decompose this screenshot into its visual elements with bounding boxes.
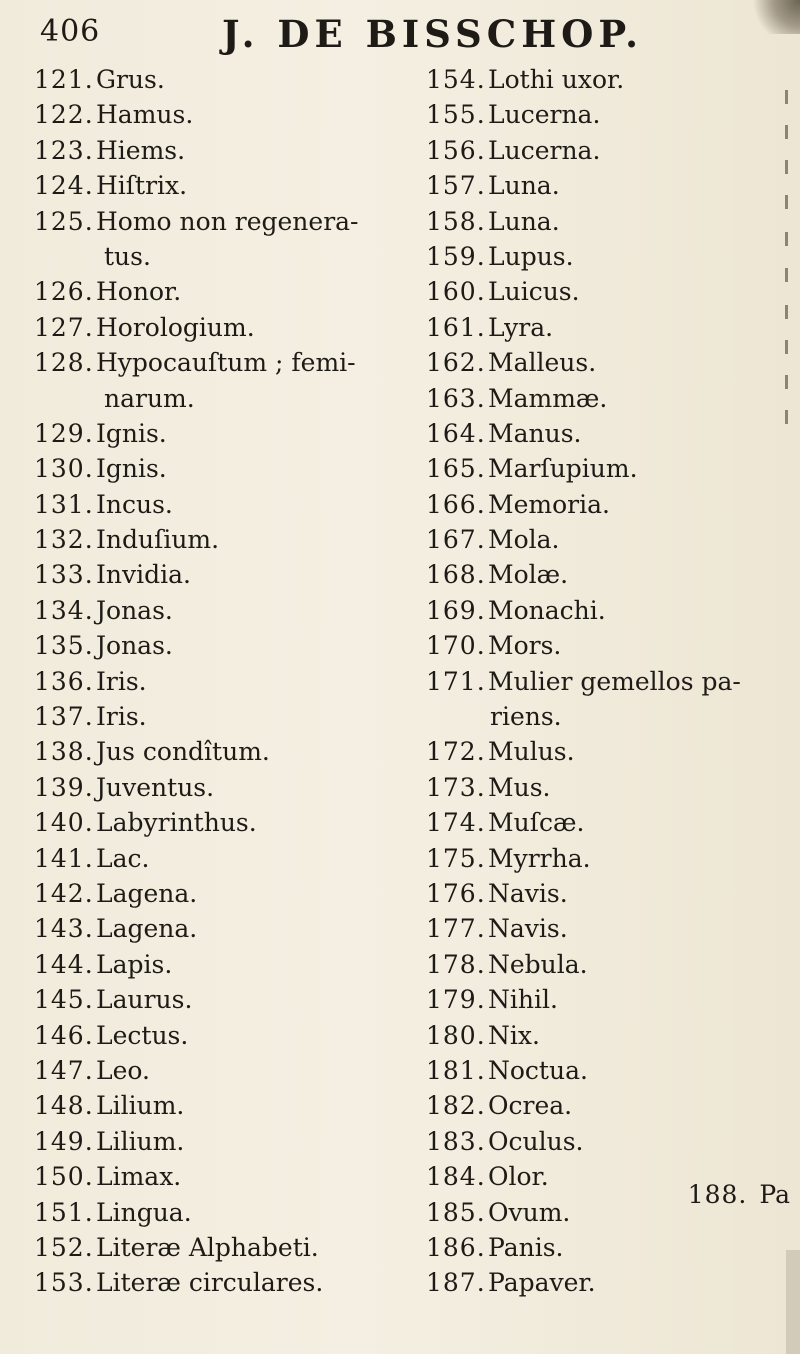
entry-number: 148.	[34, 1091, 94, 1121]
entry-number: 186.	[426, 1232, 486, 1262]
entry-term: Ovum.	[488, 1197, 571, 1227]
entry-number: 157.	[426, 171, 486, 201]
entry-number: 175.	[426, 843, 486, 873]
list-item	[426, 664, 766, 699]
entry-term: Lucerna.	[488, 135, 601, 165]
entry-number: 156.	[426, 135, 486, 165]
entry-term: Mulier gemellos pa-	[488, 666, 741, 696]
list-item	[34, 133, 374, 168]
entry-number: 143.	[34, 914, 94, 944]
list-item	[34, 1265, 374, 1300]
entry-number: 160.	[426, 277, 486, 307]
entry-term: Homo non regenera-	[96, 206, 359, 236]
list-item	[426, 557, 766, 592]
entry-number: 124.	[34, 171, 94, 201]
list-item	[34, 699, 374, 734]
running-head: J. DE BISSCHOP.	[222, 12, 643, 56]
entry-number: 152.	[34, 1232, 94, 1262]
entry-number: 127.	[34, 312, 94, 342]
entry-number: 171.	[426, 666, 486, 696]
list-item	[426, 274, 766, 309]
entry-term: Luna.	[488, 171, 560, 201]
list-item	[426, 734, 766, 769]
entry-continuation	[426, 699, 766, 734]
list-item	[426, 62, 766, 97]
entry-number: 131.	[34, 489, 94, 519]
entry-term: Hamus.	[96, 100, 194, 130]
entry-number: 130.	[34, 454, 94, 484]
page-header	[0, 14, 800, 56]
list-item	[426, 310, 766, 345]
stray-entry	[688, 1180, 790, 1209]
entry-number: 146.	[34, 1020, 94, 1050]
list-item	[34, 204, 374, 239]
entry-number: 139.	[34, 772, 94, 802]
entry-number: 137.	[34, 702, 94, 732]
entry-term: Lothi uxor.	[488, 65, 625, 94]
entry-number: 144.	[34, 949, 94, 979]
entry-term: Luicus.	[488, 277, 580, 307]
list-item	[34, 451, 374, 486]
entry-number: 155.	[426, 100, 486, 130]
list-item	[34, 1053, 374, 1088]
entry-term: Mulus.	[488, 737, 575, 767]
list-item	[34, 62, 374, 97]
entry-term: Memoria.	[488, 489, 610, 519]
entry-number: 165.	[426, 454, 486, 484]
entry-number: 154.	[426, 65, 486, 94]
entry-term: Hypocauſtum ; femi-	[96, 348, 356, 378]
entry-term: tus.	[104, 241, 151, 271]
entry-number: 179.	[426, 985, 486, 1015]
entry-term: Navis.	[488, 878, 568, 908]
entry-term: Lucerna.	[488, 100, 601, 130]
entry-number: 134.	[34, 595, 94, 625]
list-item	[426, 168, 766, 203]
margin-mark	[775, 90, 788, 104]
left-column	[34, 62, 374, 1301]
margin-mark	[775, 160, 788, 174]
list-item	[34, 841, 374, 876]
entry-term: Iris.	[96, 702, 147, 732]
entry-number: 149.	[34, 1126, 94, 1156]
entry-term: Nebula.	[488, 949, 588, 979]
entry-number: 162.	[426, 348, 486, 378]
list-item	[34, 168, 374, 203]
list-item	[34, 345, 374, 380]
entry-number: 167.	[426, 525, 486, 555]
entry-number: 145.	[34, 985, 94, 1015]
list-item	[426, 1053, 766, 1088]
entry-term: Induſium.	[96, 525, 220, 555]
entry-term: Ignis.	[96, 418, 167, 448]
entry-term: Juventus.	[96, 772, 215, 802]
entry-number: 188.	[687, 1180, 748, 1209]
entry-number: 178.	[426, 949, 486, 979]
entry-term: Invidia.	[96, 560, 191, 590]
list-item	[34, 911, 374, 946]
entry-term: Labyrinthus.	[96, 808, 257, 838]
entry-number: 180.	[426, 1020, 486, 1050]
entry-term: Lagena.	[96, 914, 198, 944]
entry-number: 161.	[426, 312, 486, 342]
margin-mark	[775, 305, 788, 319]
entry-term: Nix.	[488, 1020, 540, 1050]
entry-number: 172.	[426, 737, 486, 767]
list-item	[426, 204, 766, 239]
list-item	[34, 1124, 374, 1159]
entry-term: Lupus.	[488, 241, 574, 271]
page-edge-shadow	[786, 1250, 800, 1354]
list-item	[426, 1124, 766, 1159]
entry-term: Molæ.	[488, 560, 569, 590]
list-item	[34, 947, 374, 982]
entry-number: 150.	[34, 1162, 94, 1192]
list-item	[426, 416, 766, 451]
entry-number: 123.	[34, 135, 94, 165]
entry-term: Panis.	[488, 1232, 564, 1262]
entry-number: 153.	[34, 1268, 94, 1298]
entry-term: Leo.	[96, 1055, 150, 1085]
list-item	[34, 770, 374, 805]
entry-term: Iris.	[96, 666, 147, 696]
list-item	[426, 487, 766, 522]
entry-term: Jonas.	[96, 595, 173, 625]
list-item	[34, 1159, 374, 1194]
entry-term: riens.	[490, 702, 562, 732]
list-item	[34, 416, 374, 451]
entry-term: narum.	[104, 383, 195, 413]
entry-number: 135.	[34, 631, 94, 661]
list-item	[34, 1230, 374, 1265]
page-number: 406	[40, 14, 101, 49]
list-item	[426, 841, 766, 876]
entry-term: Pa	[759, 1180, 790, 1209]
right-column	[426, 62, 766, 1301]
entry-number: 136.	[34, 666, 94, 696]
list-item	[426, 381, 766, 416]
margin-mark	[775, 340, 788, 354]
entry-number: 164.	[426, 418, 486, 448]
entry-number: 174.	[426, 808, 486, 838]
entry-number: 187.	[426, 1268, 486, 1298]
entry-number: 121.	[34, 65, 94, 94]
margin-mark	[775, 125, 788, 139]
entry-number: 166.	[426, 489, 486, 519]
list-item	[426, 770, 766, 805]
entry-number: 141.	[34, 843, 94, 873]
entry-term: Noctua.	[488, 1055, 588, 1085]
list-item	[426, 1265, 766, 1300]
entry-term: Grus.	[96, 65, 165, 94]
list-item	[426, 1088, 766, 1123]
list-item	[34, 487, 374, 522]
entry-term: Mors.	[488, 631, 562, 661]
entry-number: 140.	[34, 808, 94, 838]
entry-term: Laurus.	[96, 985, 193, 1015]
entry-number: 132.	[34, 525, 94, 555]
list-item	[426, 522, 766, 557]
entry-term: Lilium.	[96, 1126, 185, 1156]
entry-term: Lectus.	[96, 1020, 189, 1050]
list-item	[426, 947, 766, 982]
entry-number: 168.	[426, 560, 486, 590]
entry-term: Honor.	[96, 277, 182, 307]
entry-number: 142.	[34, 878, 94, 908]
entry-continuation	[34, 381, 374, 416]
list-item	[34, 593, 374, 628]
entry-term: Incus.	[96, 489, 173, 519]
entry-term: Literæ Alphabeti.	[96, 1232, 319, 1262]
entry-number: 151.	[34, 1197, 94, 1227]
list-item	[426, 876, 766, 911]
entry-number: 126.	[34, 277, 94, 307]
entry-term: Lilium.	[96, 1091, 185, 1121]
entry-number: 129.	[34, 418, 94, 448]
list-item	[426, 97, 766, 132]
list-item	[426, 911, 766, 946]
entry-term: Navis.	[488, 914, 568, 944]
list-item	[34, 97, 374, 132]
list-item	[34, 522, 374, 557]
entry-term: Lapis.	[96, 949, 173, 979]
margin-mark	[775, 375, 788, 389]
list-item	[426, 345, 766, 380]
list-item	[426, 982, 766, 1017]
margin-mark	[775, 268, 788, 282]
entry-number: 133.	[34, 560, 94, 590]
entry-number: 177.	[426, 914, 486, 944]
entry-continuation	[34, 239, 374, 274]
list-item	[34, 664, 374, 699]
entry-number: 158.	[426, 206, 486, 236]
entry-term: Literæ circulares.	[96, 1268, 324, 1298]
entry-number: 138.	[34, 737, 94, 767]
entry-term: Monachi.	[488, 595, 606, 625]
entry-term: Limax.	[96, 1162, 182, 1192]
entry-term: Luna.	[488, 206, 560, 236]
list-item	[426, 628, 766, 663]
entry-term: Muſcæ.	[488, 808, 585, 838]
list-item	[34, 310, 374, 345]
entry-term: Lingua.	[96, 1197, 192, 1227]
list-item	[426, 805, 766, 840]
entry-term: Ocrea.	[488, 1091, 573, 1121]
entry-term: Manus.	[488, 418, 582, 448]
entry-term: Olor.	[488, 1162, 549, 1192]
list-item	[426, 133, 766, 168]
entry-term: Oculus.	[488, 1126, 584, 1156]
list-item	[34, 734, 374, 769]
entry-term: Papaver.	[488, 1268, 596, 1298]
entry-number: 128.	[34, 348, 94, 378]
entry-term: Lac.	[96, 843, 150, 873]
entry-term: Lagena.	[96, 878, 198, 908]
entry-number: 169.	[426, 595, 486, 625]
entry-term: Horologium.	[96, 312, 255, 342]
margin-mark	[775, 410, 788, 424]
entry-number: 122.	[34, 100, 94, 130]
entry-term: Malleus.	[488, 348, 597, 378]
list-item	[34, 274, 374, 309]
list-item	[426, 1018, 766, 1053]
list-item	[34, 1195, 374, 1230]
list-item	[34, 1018, 374, 1053]
list-item	[34, 805, 374, 840]
entry-term: Hiſtrix.	[96, 171, 188, 201]
entry-term: Mus.	[488, 772, 551, 802]
entry-term: Jonas.	[96, 631, 173, 661]
entry-term: Mola.	[488, 525, 560, 555]
entry-term: Jus condîtum.	[96, 737, 270, 767]
entry-term: Myrrha.	[488, 843, 591, 873]
entry-number: 125.	[34, 206, 94, 236]
margin-mark	[775, 195, 788, 209]
list-item	[34, 876, 374, 911]
margin-mark	[775, 232, 788, 246]
entry-number: 184.	[426, 1162, 486, 1192]
entry-number: 163.	[426, 383, 486, 413]
entry-term: Lyra.	[488, 312, 554, 342]
entry-number: 159.	[426, 241, 486, 271]
entry-number: 173.	[426, 772, 486, 802]
entry-number: 185.	[426, 1197, 486, 1227]
list-item	[34, 557, 374, 592]
list-item	[426, 593, 766, 628]
entry-number: 147.	[34, 1055, 94, 1085]
entry-term: Marſupium.	[488, 454, 638, 484]
entry-number: 183.	[426, 1126, 486, 1156]
entry-term: Hiems.	[96, 135, 186, 165]
list-item	[34, 1088, 374, 1123]
list-item	[426, 239, 766, 274]
list-item	[34, 628, 374, 663]
list-item	[426, 1230, 766, 1265]
entry-term: Nihil.	[488, 985, 558, 1015]
entry-term: Ignis.	[96, 454, 167, 484]
list-item	[34, 982, 374, 1017]
entry-number: 181.	[426, 1055, 486, 1085]
entry-term: Mammæ.	[488, 383, 608, 413]
entry-number: 170.	[426, 631, 486, 661]
entry-number: 182.	[426, 1091, 486, 1121]
entry-number: 176.	[426, 878, 486, 908]
list-item	[426, 451, 766, 486]
